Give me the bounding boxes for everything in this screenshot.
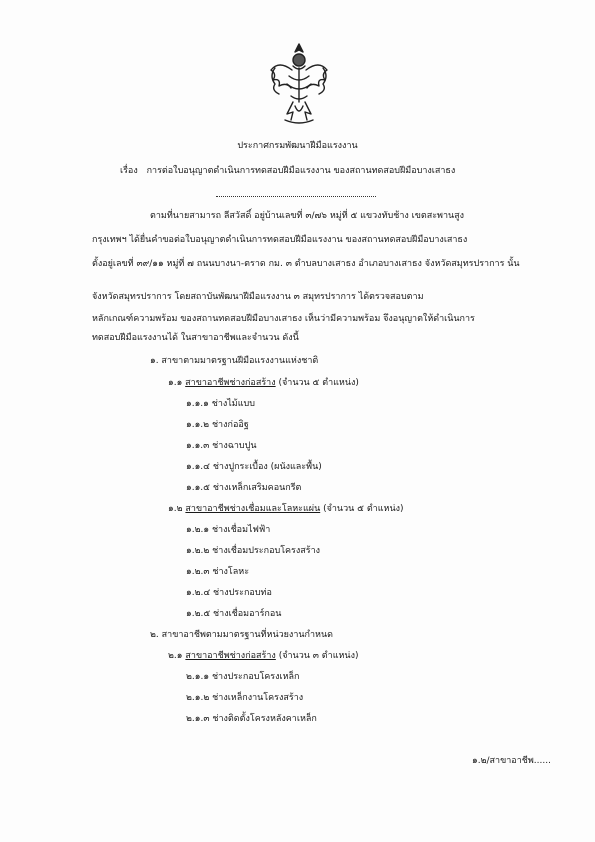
announcement-title: ประกาศกรมพัฒนาฝีมือแรงงาน [237, 141, 358, 151]
group-heading [168, 377, 359, 389]
separator-line [216, 196, 376, 197]
section-heading: ๒. สาขาอาชีพตามมาตรฐานที่หน่วยงานกำหนด [150, 630, 333, 640]
paragraph1-line: กรุงเทพฯ ได้ยื่นคำขอต่อใบอนุญาตดำเนินการทดสอบฝีมือแรงงาน ของสถานทดสอบฝีมือบางเสาธง [92, 235, 468, 245]
group-title: สาขาอาชีพช่างเชื่อมและโลหะแผ่น [185, 504, 321, 514]
garuda-emblem-icon [265, 40, 333, 128]
list-item: ๑.๒.๒ ช่างเชื่อมประกอบโครงสร้าง [186, 546, 321, 556]
list-item: ๑.๒.๕ ช่างเชื่อมอาร์กอน [186, 609, 282, 619]
list-item: ๑.๒.๓ ช่างโลหะ [186, 567, 250, 577]
paragraph1-line: ตามที่นายสามารถ ลีสวัสดิ์ อยู่บ้านเลขที่ ๓/๗๖ หมู่ที่ ๕ แขวงทับช้าง เขตสะพานสูง [150, 211, 465, 221]
page-continuation: ๑.๒/สาขาอาชีพ...... [472, 756, 551, 766]
list-item: ๒.๑.๑ ช่างประกอบโครงเหล็ก [186, 672, 300, 682]
group-count: (จำนวน ๕ ตำแหน่ง) [323, 504, 404, 514]
subject-label: เรื่อง [120, 166, 138, 176]
list-item: ๒.๑.๒ ช่างเหล็กงานโครงสร้าง [186, 693, 304, 703]
group-number: ๑.๑ [168, 378, 183, 388]
group-title: สาขาอาชีพช่างก่อสร้าง [185, 378, 276, 388]
paragraph2-line: จังหวัดสมุทรปราการ โดยสถาบันพัฒนาฝีมือแรงงาน ๓ สมุทรปราการ ได้ตรวจสอบตาม [92, 292, 424, 302]
paragraph2-line: ทดสอบฝีมือแรงงานได้ ในสาขาอาชีพและจำนวน ดังนี้ [92, 333, 299, 343]
subject-line [120, 165, 455, 177]
list-item: ๑.๒.๑ ช่างเชื่อมไฟฟ้า [186, 525, 271, 535]
list-item: ๒.๑.๓ ช่างติดตั้งโครงหลังคาเหล็ก [186, 714, 317, 724]
list-item: ๑.๑.๓ ช่างฉาบปูน [186, 441, 257, 451]
list-item: ๑.๑.๑ ช่างไม้แบบ [186, 399, 255, 409]
list-item: ๑.๒.๔ ช่างประกอบท่อ [186, 588, 272, 598]
subject-text: การต่อใบอนุญาตดำเนินการทดสอบฝีมือแรงงาน ของสถานทดสอบฝีมือบางเสาธง [146, 166, 456, 176]
paragraph2-line: หลักเกณฑ์ความพร้อม ของสถานทดสอบฝีมือบางเสาธง เห็นว่ามีความพร้อม จึงอนุญาตให้ดำเนินการ [92, 314, 475, 324]
group-title: สาขาอาชีพช่างก่อสร้าง [185, 651, 276, 661]
group-heading [168, 650, 358, 662]
group-heading [168, 503, 404, 515]
group-count: (จำนวน ๕ ตำแหน่ง) [278, 378, 359, 388]
section-heading: ๑. สาขาตามมาตรฐานฝีมือแรงงานแห่งชาติ [150, 356, 319, 366]
group-count: (จำนวน ๓ ตำแหน่ง) [278, 651, 359, 661]
list-item: ๑.๑.๕ ช่างเหล็กเสริมคอนกรีต [186, 483, 302, 493]
paragraph1-line: ตั้งอยู่เลขที่ ๓๙/๑๑ หมู่ที่ ๗ ถนนบางนา-ตราด กม. ๓ ตำบลบางเสาธง อำเภอบางเสาธง จังหวัดสมุทรปราการ นั้น [92, 259, 520, 269]
group-number: ๒.๑ [168, 651, 183, 661]
group-number: ๑.๒ [168, 504, 183, 514]
list-item: ๑.๑.๒ ช่างก่ออิฐ [186, 420, 249, 430]
list-item: ๑.๑.๔ ช่างปูกระเบื้อง (ผนังและพื้น) [186, 462, 322, 472]
